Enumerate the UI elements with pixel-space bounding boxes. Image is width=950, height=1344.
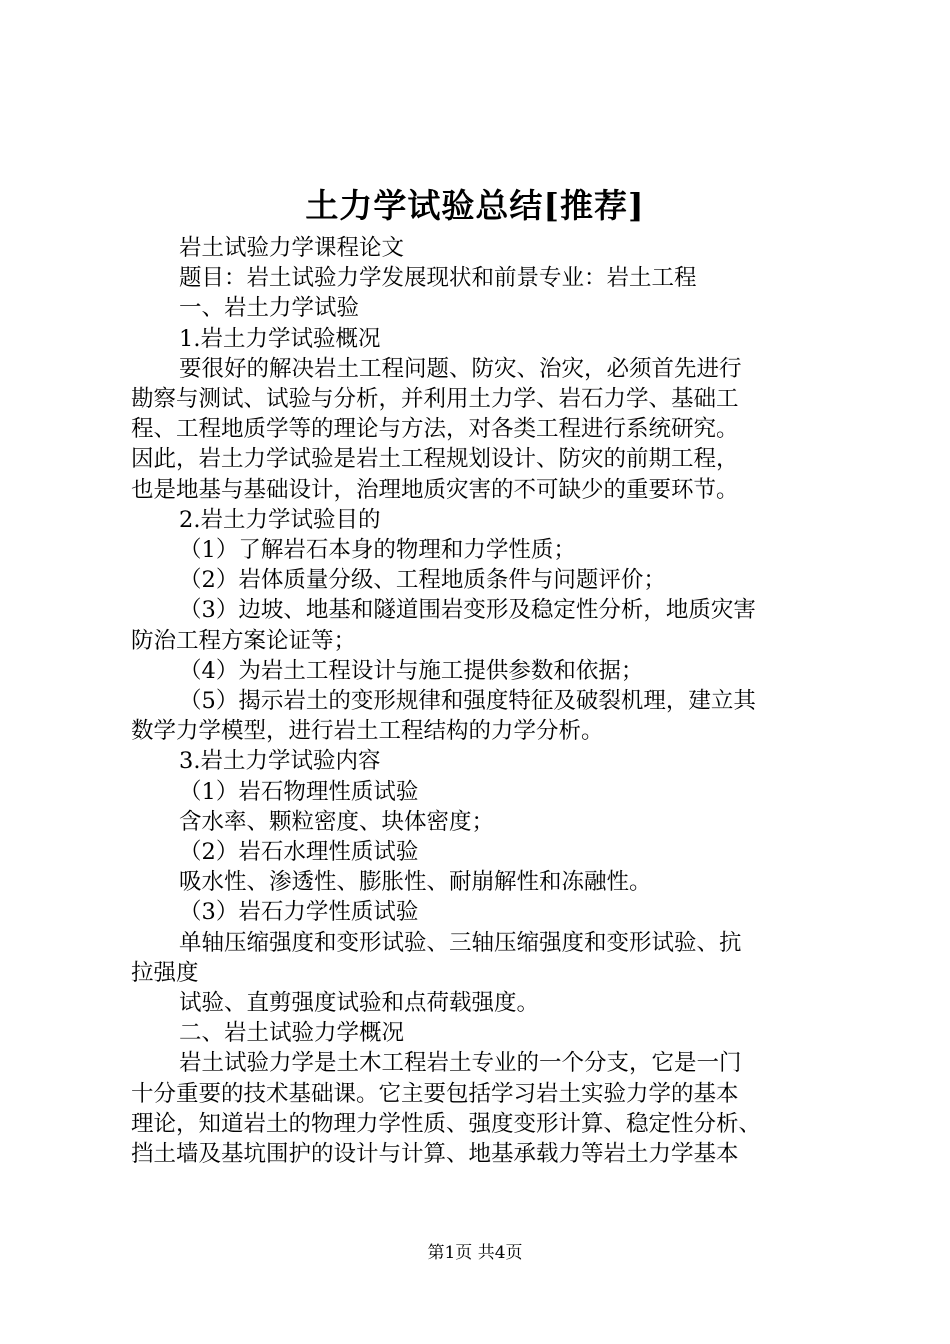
text-line: （2）岩体质量分级、工程地质条件与问题评价； — [179, 567, 666, 594]
text-line: 也是地基与基础设计，治理地质灾害的不可缺少的重要环节。 — [131, 476, 739, 503]
text-line: （1）了解岩石本身的物理和力学性质； — [179, 537, 576, 564]
text-line: 程、工程地质学等的理论与方法，对各类工程进行系统研究。 — [131, 416, 739, 443]
text-line: （3）边坡、地基和隧道围岩变形及稳定性分析，地质灾害 — [179, 597, 756, 624]
text-line: 十分重要的技术基础课。它主要包括学习岩土实验力学的基本 — [131, 1080, 739, 1107]
text-line: （5）揭示岩土的变形规律和强度特征及破裂机理，建立其 — [179, 688, 756, 715]
text-line: 题目：岩土试验力学发展现状和前景专业：岩土工程 — [179, 265, 697, 292]
text-line: 一、岩土力学试验 — [179, 295, 360, 322]
text-line: 挡土墙及基坑围护的设计与计算、地基承载力等岩土力学基本 — [131, 1141, 739, 1168]
text-line: （3）岩石力学性质试验 — [179, 899, 419, 926]
text-line: 要很好的解决岩土工程问题、防灾、治灾，必须首先进行 — [179, 355, 742, 382]
document-body — [131, 233, 831, 1169]
text-line: 拉强度 — [131, 959, 199, 986]
text-line: 防治工程方案论证等； — [131, 627, 357, 654]
text-line: （1）岩石物理性质试验 — [179, 778, 419, 805]
page-footer: 第1页 共4页 — [427, 1243, 523, 1263]
document-title: 土力学试验总结[推荐] — [305, 186, 645, 225]
text-line: 吸水性、渗透性、膨胀性、耐崩解性和冻融性。 — [179, 869, 652, 896]
text-line: 2.岩土力学试验目的 — [179, 506, 381, 533]
text-line: 3.岩土力学试验内容 — [179, 748, 381, 775]
text-line: 1.岩土力学试验概况 — [179, 325, 381, 352]
text-line: 因此，岩土力学试验是岩土工程规划设计、防灾的前期工程， — [131, 446, 739, 473]
text-line: （4）为岩土工程设计与施工提供参数和依据； — [179, 657, 644, 684]
text-line: 含水率、颗粒密度、块体密度； — [179, 808, 495, 835]
text-line: 岩土试验力学是土木工程岩土专业的一个分支，它是一门 — [179, 1050, 742, 1077]
text-line: 二、岩土试验力学概况 — [179, 1020, 405, 1047]
text-line: 试验、直剪强度试验和点荷载强度。 — [179, 990, 540, 1017]
text-line: 理论，知道岩土的物理力学性质、强度变形计算、稳定性分析、 — [131, 1110, 762, 1137]
text-line: 单轴压缩强度和变形试验、三轴压缩强度和变形试验、抗 — [179, 929, 742, 956]
text-line: （2）岩石水理性质试验 — [179, 839, 419, 866]
text-line: 岩土试验力学课程论文 — [179, 235, 405, 261]
text-line: 数学力学模型，进行岩土工程结构的力学分析。 — [131, 718, 604, 745]
text-line: 勘察与测试、试验与分析，并利用土力学、岩石力学、基础工 — [131, 386, 739, 413]
